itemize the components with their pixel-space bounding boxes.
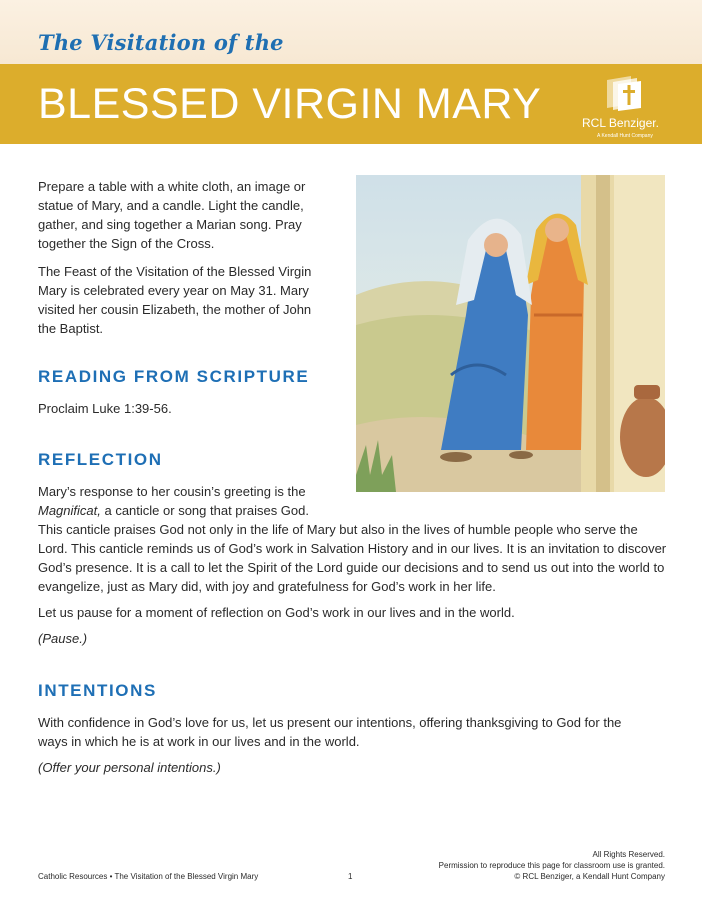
text-line: This canticle praises God not only in the life of Mary but also in the lives of humble people who serve the <box>38 522 638 537</box>
intro-paragraph-2 <box>38 262 311 338</box>
footer-source: Catholic Resources • The Visitation of the Blessed Virgin Mary <box>38 872 259 881</box>
book-cross-icon <box>605 74 643 112</box>
page-number: 1 <box>348 872 353 881</box>
intentions-paragraph <box>38 713 621 751</box>
text-line: ways in which he is at work in our lives and in the world. <box>38 734 360 749</box>
scripture-text: Proclaim Luke 1:39-56. <box>38 401 172 416</box>
reflection-paragraph <box>38 482 666 596</box>
text-line: With confidence in God’s love for us, let us present our intentions, offering thanksgiving to God for the <box>38 715 622 730</box>
logo-name: RCL Benziger. <box>582 116 659 130</box>
text-line: visited her cousin Elizabeth, the mother of John <box>38 302 312 317</box>
page-title: BLESSED VIRGIN MARY <box>38 80 542 128</box>
pause-note: (Pause.) <box>38 631 88 646</box>
text-line: Prepare a table with a white cloth, an image or <box>38 179 306 194</box>
text-line: evangelize, just as Mary did, with joy and gratefulness for God’s work in her life. <box>38 579 496 594</box>
copyright-text: © RCL Benziger, a Kendall Hunt Company <box>514 872 665 881</box>
text-line: gather, and sing together a Marian song. Pray <box>38 217 302 232</box>
text-line: Mary is celebrated every year on May 31. Mary <box>38 283 309 298</box>
pause-text: Let us pause for a moment of reflection on God’s work in our lives and in the world. <box>38 605 515 620</box>
logo-tagline: A Kendall Hunt Company <box>597 133 653 139</box>
intentions-heading: INTENTIONS <box>38 681 157 700</box>
rights-text: All Rights Reserved. <box>592 850 665 859</box>
publisher-logo <box>580 72 680 140</box>
intro-paragraph-1 <box>38 177 305 253</box>
text-line: Lord. This canticle reminds us of God’s work in Salvation History and in our lives. It is an invitation to discover <box>38 541 667 556</box>
scripture-heading: READING FROM SCRIPTURE <box>38 367 310 386</box>
intentions-note: (Offer your personal intentions.) <box>38 760 221 775</box>
page-subtitle: The Visitation of the <box>38 30 284 55</box>
footer-rights <box>439 849 665 882</box>
visitation-scene-image <box>356 175 665 492</box>
magnificat-emphasis: Magnificat, <box>38 503 101 518</box>
reflection-heading: REFLECTION <box>38 450 163 469</box>
text-line: the Baptist. <box>38 321 104 336</box>
text-line: statue of Mary, and a candle. Light the candle, <box>38 198 304 213</box>
text-line: Mary’s response to her cousin’s greeting is the <box>38 484 306 499</box>
permission-text: Permission to reproduce this page for classroom use is granted. <box>438 861 665 870</box>
visitation-illustration <box>356 175 665 492</box>
text-line: together the Sign of the Cross. <box>38 236 215 251</box>
title-banner <box>0 64 702 144</box>
text-line: The Feast of the Visitation of the Blessed Virgin <box>38 264 312 279</box>
text-line: a canticle or song that praises God. <box>100 503 309 518</box>
text-line: God’s presence. It is a call to let the Spirit of the Lord guide our decisions and to send us out into the world to <box>38 560 665 575</box>
